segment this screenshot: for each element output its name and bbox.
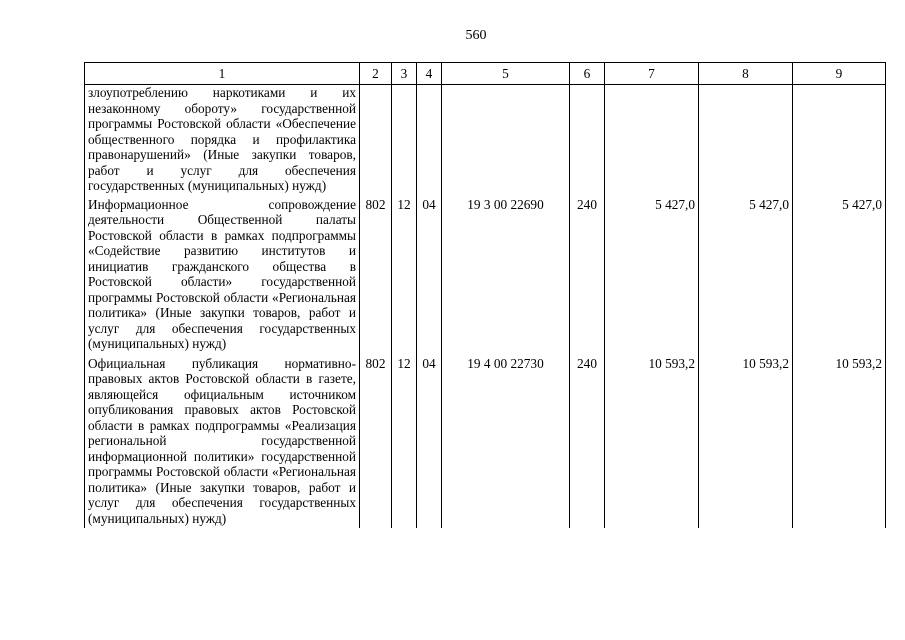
row-description: Официальная публикация нормативно-правовых актов Ростовской области в газете, являющейся официальным источником опубликования правовых актов Ростовской области в рамках подпрограммы «Реализация региональной государственной информационной политики» государственной программы Ростовской области «Региональная политика» (Иные закупки товаров, работ и услуг для обеспечения государственных (муниципальных) нужд) [85, 354, 360, 529]
target-article-code: 19 4 00 22730 [442, 354, 570, 529]
amount-cell: 5 427,0 [605, 195, 699, 354]
table-row [85, 195, 886, 354]
column-header-4: 4 [417, 63, 442, 85]
empty-cell [417, 85, 442, 195]
empty-cell [793, 85, 886, 195]
column-header-7: 7 [605, 63, 699, 85]
empty-cell [442, 85, 570, 195]
section-code: 12 [392, 195, 417, 354]
empty-cell [360, 85, 392, 195]
expense-type-code: 240 [570, 354, 605, 529]
target-article-code: 19 3 00 22690 [442, 195, 570, 354]
section-code: 12 [392, 354, 417, 529]
empty-cell [605, 85, 699, 195]
ministry-code: 802 [360, 195, 392, 354]
row-description: злоупотреблению наркотиками и их незаконному обороту» государственной программы Ростовской области «Обеспечение общественного порядка и профилактика правонарушений» (Иные закупки товаров, работ и услуг для обеспечения государственных (муниципальных) нужд) [85, 85, 360, 195]
column-header-3: 3 [392, 63, 417, 85]
ministry-code: 802 [360, 354, 392, 529]
amount-cell: 10 593,2 [699, 354, 793, 529]
expense-type-code: 240 [570, 195, 605, 354]
amount-cell: 5 427,0 [699, 195, 793, 354]
amount-cell: 10 593,2 [605, 354, 699, 529]
table-row [85, 354, 886, 529]
budget-table [84, 62, 886, 528]
column-header-9: 9 [793, 63, 886, 85]
column-header-2: 2 [360, 63, 392, 85]
amount-cell: 5 427,0 [793, 195, 886, 354]
empty-cell [392, 85, 417, 195]
empty-cell [570, 85, 605, 195]
column-header-6: 6 [570, 63, 605, 85]
table-row-continuation [85, 85, 886, 195]
column-header-5: 5 [442, 63, 570, 85]
subsection-code: 04 [417, 195, 442, 354]
row-description: Информационное сопровождение деятельности Общественной палаты Ростовской области в рамках подпрограммы «Содействие развитию институтов и инициатив гражданского общества в Ростовской области» государственной программы Ростовской области «Региональная политика» (Иные закупки товаров, работ и услуг для обеспечения государственных (муниципальных) нужд) [85, 195, 360, 354]
subsection-code: 04 [417, 354, 442, 529]
column-header-1: 1 [85, 63, 360, 85]
empty-cell [699, 85, 793, 195]
amount-cell: 10 593,2 [793, 354, 886, 529]
table-header-row [85, 63, 886, 85]
page-number: 560 [465, 28, 487, 43]
column-header-8: 8 [699, 63, 793, 85]
